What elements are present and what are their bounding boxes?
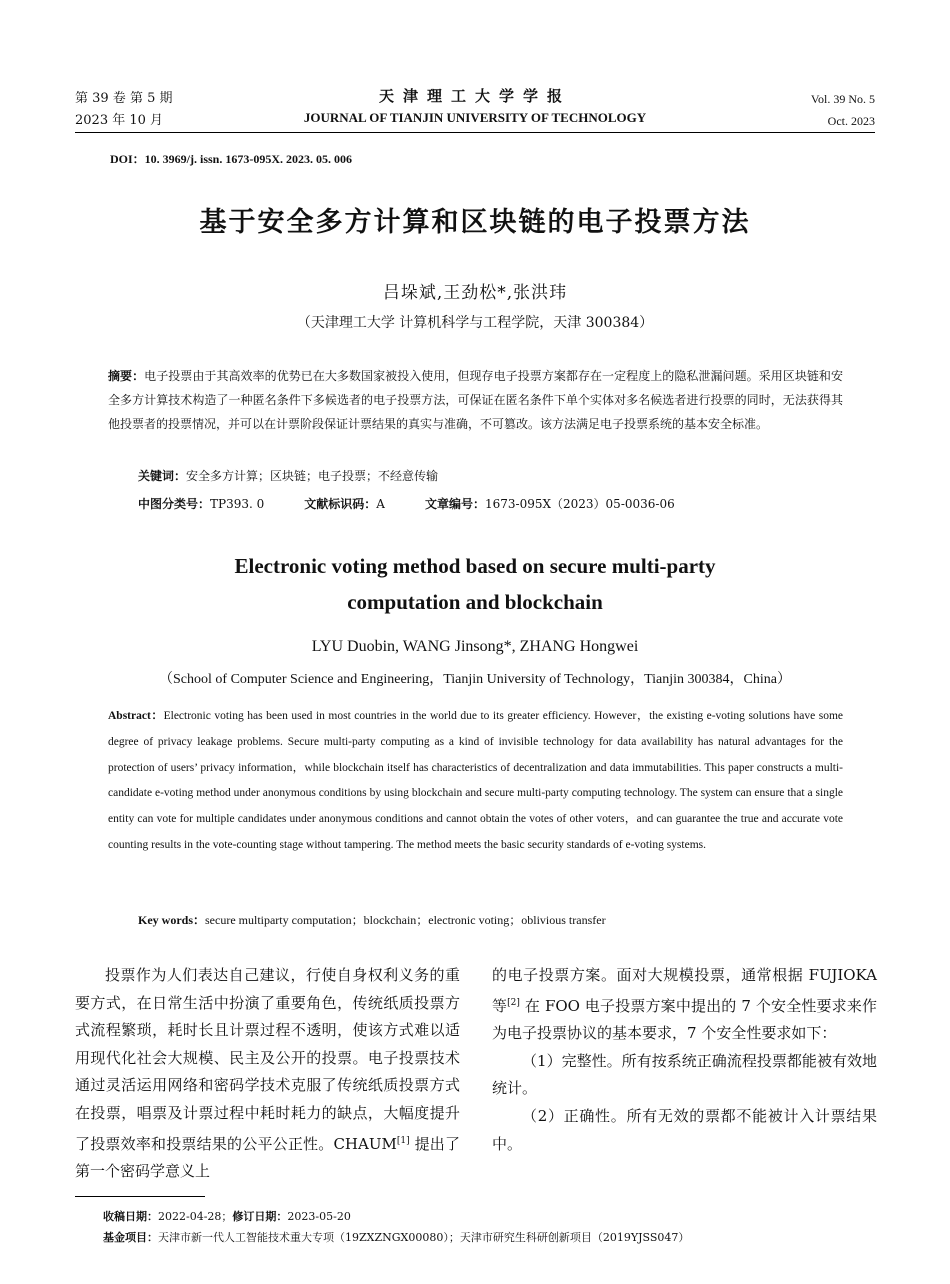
revised-date: 2023-05-20 (287, 1210, 351, 1223)
english-title-line2: computation and blockchain (347, 590, 603, 614)
abstract-en-text: Electronic voting has been used in most countries in the world due to its greater efficiency. However，the existing e-voting solutions have some degree of privacy leakage problems. Secure multi-party computing as a kind of invisible technology for data availability has natural advantages for the protection of users’ privacy information，while blockchain itself has characteristics of decentralization and data immutabilities. This paper constructs a multi-candidate e-voting method under anonymous conditions by using blockchain and secure multi-party computing technology. The system can ensure that a single entity can vote for multiple candidates under anonymous conditions and cannot obtain the votes of other voters，and can guarantee the true and accurate vote counting results in the vote-counting stage without tampering. The method meets the basic security standards of e-voting systems. (108, 710, 843, 851)
body-text: 投票作为人们表达自己建议，行使自身权利义务的重要方式，在日常生活中扮演了重要角色，传统纸质投票方式流程繁琐，耗时长且计票过程不透明，使该方式难以适用现代化社会大规模、民主及公开的投票。电子投票技术通过灵活运用网络和密码学技术克服了传统纸质投票方式在投票，唱票及计票过程中耗时耗力的缺点，大幅度提升了投票效率和投票结果的公平公正性。CHAUM (75, 966, 460, 1153)
body-paragraph (75, 962, 460, 1186)
english-affiliation: （School of Computer Science and Engineering，Tianjin University of Technology，Tianjin 300384，China） (159, 672, 791, 687)
article-no-value: 1673-095X（2023）05-0036-06 (484, 497, 675, 511)
authors: 吕垛斌,王劲松*,张洪玮 (382, 283, 568, 303)
body-text: 提出了第一个密码学意义上 (75, 1134, 460, 1181)
date-en: Oct. 2023 (827, 114, 875, 128)
keywords-en-label: Key words： (138, 913, 205, 927)
classification (138, 495, 675, 512)
english-authors: LYU Duobin, WANG Jinsong*, ZHANG Hongwei (311, 638, 639, 655)
abstract-en-label: Abstract： (108, 710, 164, 722)
received-date: 2022-04-28； (158, 1210, 233, 1223)
doi: DOI：10. 3969/j. issn. 1673-095X. 2023. 05. 006 (110, 152, 353, 166)
header-vol-en (811, 88, 875, 132)
fund-label: 基金项目： (103, 1231, 158, 1244)
requirement-item: （1）完整性。所有按系统正确流程投票都能被有效地统计。 (492, 1051, 877, 1098)
citation-ref[interactable]: [1] (396, 1135, 410, 1146)
paper-title: 基于安全多方计算和区块链的电子投票方法 (199, 207, 751, 238)
english-title-line1: Electronic voting method based on secure multi-party (234, 554, 716, 578)
body-text: 的电子投票方案。面对大规模投票，通常根据 FUJIOKA 等 (492, 966, 877, 1015)
footnote-fund (103, 1229, 689, 1245)
citation-ref[interactable]: [2] (507, 997, 520, 1008)
revised-label: 修订日期： (232, 1210, 288, 1223)
requirement-item: （2）正确性。所有无效的票都不能被计入计票结果中。 (492, 1106, 877, 1153)
keywords-cn-text: 安全多方计算；区块链；电子投票；不经意传输 (186, 469, 439, 483)
doc-code-value: A (376, 497, 385, 511)
fund-text: 天津市新一代人工智能技术重大专项（19ZXZNGX00080）；天津市研究生科研创新项目（2019YJSS047） (158, 1231, 690, 1244)
keywords-cn (138, 467, 438, 484)
body-column-left (75, 962, 460, 1186)
abstract-cn (108, 364, 843, 436)
publication-date: 2023 年 10 月 (75, 113, 164, 128)
header-rule (75, 132, 875, 133)
vol-no-en: Vol. 39 No. 5 (810, 92, 875, 106)
keywords-en-text: secure multiparty computation；blockchain；electronic voting；oblivious transfer (205, 913, 606, 927)
keywords-cn-label: 关键词： (138, 469, 187, 483)
body-text: 在 FOO 电子投票方案中提出的 7 个安全性要求来作为电子投票协议的基本要求，7 个安全性要求如下： (492, 996, 877, 1043)
abstract-cn-text: 电子投票由于其高效率的优势已在大多数国家被投入使用，但现存电子投票方案都存在一定程度上的隐私泄漏问题。采用区块链和安全多方计算技术构造了一种匿名条件下多候选者的电子投票方法，可保证在匿名条件下单个实体对多名候选者进行投票的同时，无法获得其他投票者的投票情况，并可以在计票阶段保证计票结果的真实与准确，不可篡改。该方法满足电子投票系统的基本安全标准。 (108, 369, 843, 431)
footnote-dates (103, 1208, 351, 1224)
received-label: 收稿日期： (103, 1210, 158, 1223)
affiliation: （天津理工大学 计算机科学与工程学院，天津 300384） (296, 315, 654, 331)
body-paragraph (492, 962, 877, 1048)
english-title (0, 548, 950, 620)
volume-issue: 第 39 卷 第 5 期 (75, 91, 173, 106)
abstract-en (108, 704, 843, 859)
journal-name (0, 86, 950, 130)
body-column-right (492, 962, 877, 1158)
article-no-label: 文章编号： (424, 497, 485, 511)
abstract-cn-label: 摘要： (108, 369, 145, 383)
clc-label: 中图分类号： (138, 497, 211, 511)
keywords-en (138, 911, 606, 928)
clc-value: TP393. 0 (210, 497, 265, 511)
journal-name-en: JOURNAL OF TIANJIN UNIVERSITY OF TECHNOLOGY (303, 110, 647, 125)
footnote-rule (75, 1196, 205, 1197)
doc-code-label: 文献标识码： (304, 497, 377, 511)
journal-name-cn: 天津理工大学学报 (378, 87, 571, 105)
